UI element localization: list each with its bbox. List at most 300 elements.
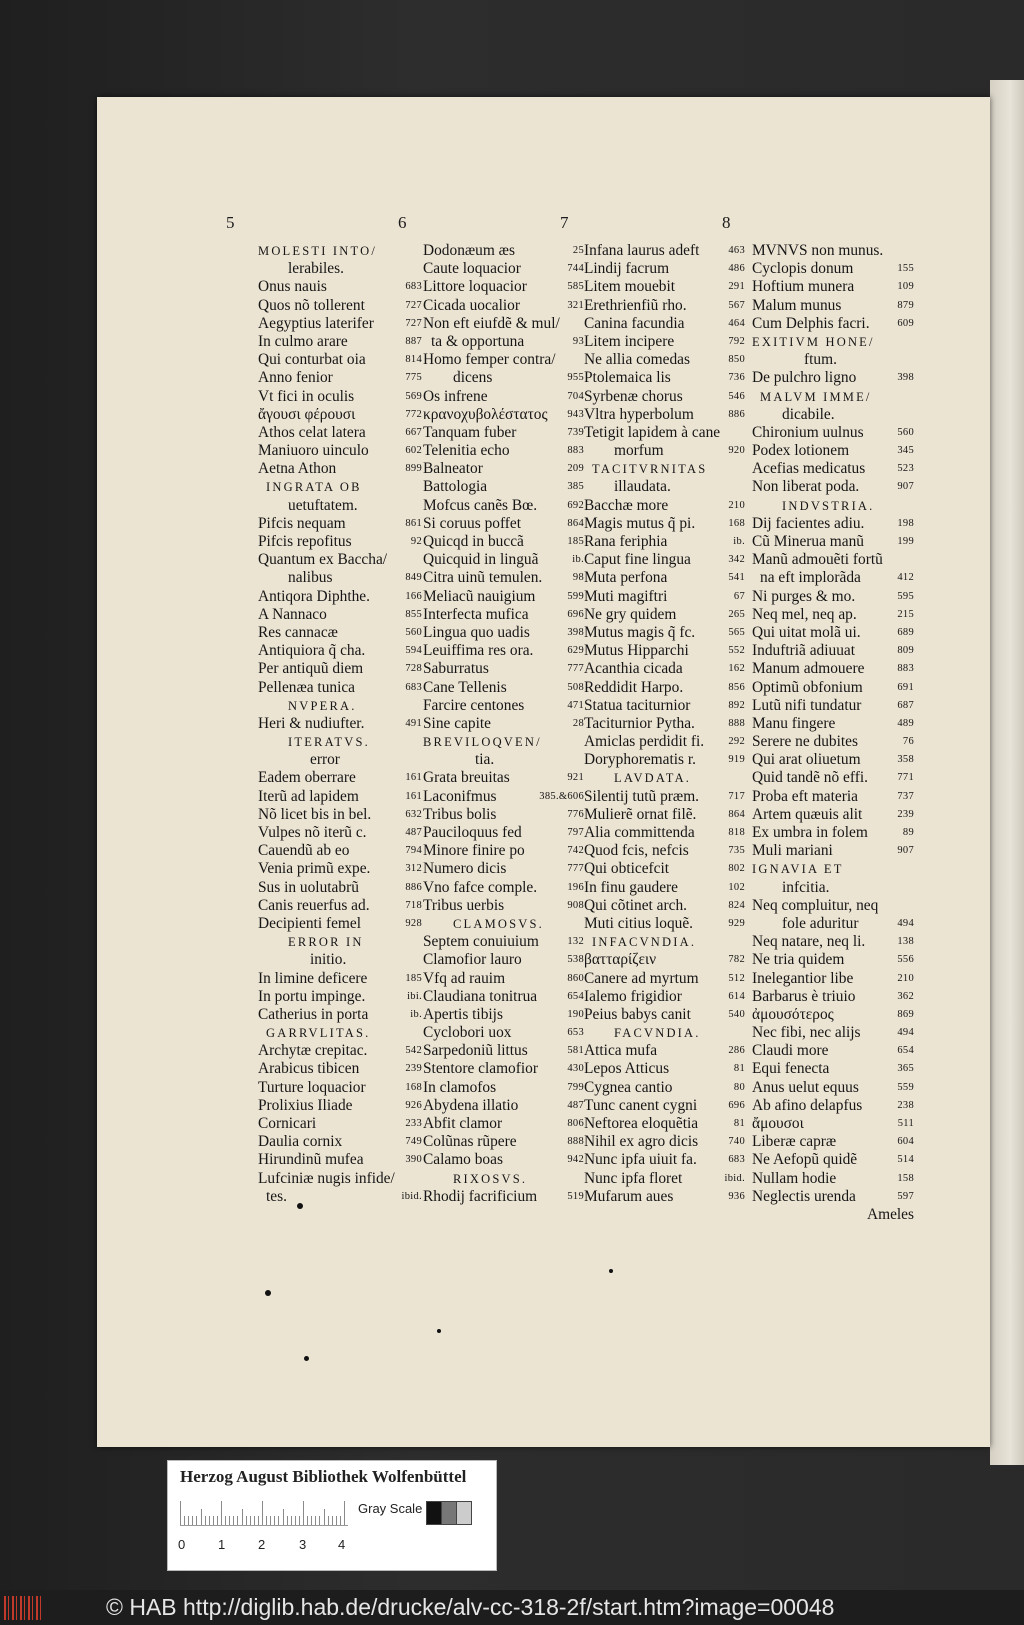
entry-page-number: 486 xyxy=(728,263,745,275)
index-entry xyxy=(258,569,422,587)
entry-text: Podex lotionem xyxy=(752,442,850,460)
ruler-tick xyxy=(229,1516,230,1525)
entry-page-number: 824 xyxy=(728,899,745,911)
entry-text: Reddidit Harpo. xyxy=(584,678,684,696)
index-entry xyxy=(752,988,914,1006)
entry-text: Induftriã adiuuat xyxy=(752,642,855,660)
ruler-tick xyxy=(307,1516,308,1525)
gray-scale-label: Gray Scale xyxy=(358,1501,423,1516)
entry-text: Litem incipere xyxy=(584,332,675,350)
index-entry xyxy=(423,497,584,515)
entry-page-number: 887 xyxy=(405,335,422,347)
entry-text: Taciturnior Pytha. xyxy=(584,714,695,732)
entry-text: Mutus magis q̃ fc. xyxy=(584,623,696,641)
index-heading xyxy=(584,933,745,951)
entry-page-number: 168 xyxy=(405,1081,422,1093)
index-entry xyxy=(258,679,422,697)
entry-page-number: 739 xyxy=(567,426,584,438)
entry-text: CLAMOSVS. xyxy=(453,916,544,931)
entry-page-number: 385.&606 xyxy=(539,790,584,802)
index-entry xyxy=(423,588,584,606)
entry-text: In culmo arare xyxy=(258,332,348,350)
entry-page-number: 365 xyxy=(897,1063,914,1075)
index-entry xyxy=(258,824,422,842)
entry-text: Vt fici in oculis xyxy=(258,387,355,405)
entry-text: Colũnas rũpere xyxy=(423,1133,517,1151)
ruler-tick xyxy=(205,1516,206,1525)
entry-text: Erethrienfiũ rho. xyxy=(584,296,687,314)
entry-text: Telenitia echo xyxy=(423,442,510,460)
entry-text: Ne tria quidem xyxy=(752,951,845,969)
entry-page-number: 689 xyxy=(897,626,914,638)
entry-page-number: 892 xyxy=(728,699,745,711)
entry-page-number: 430 xyxy=(567,1063,584,1075)
entry-text: Nunc ipfa floret xyxy=(584,1169,683,1187)
entry-page-number: 581 xyxy=(567,1045,584,1057)
index-entry xyxy=(258,1060,422,1078)
index-entry xyxy=(423,333,584,351)
entry-text: Littore loquacior xyxy=(423,278,527,296)
entry-page-number: 190 xyxy=(567,1008,584,1020)
entry-page-number: 541 xyxy=(728,572,745,584)
entry-page-number: 81 xyxy=(733,1063,745,1075)
index-entry xyxy=(423,533,584,551)
entry-text: Infana laurus adeft xyxy=(584,242,700,259)
index-entry xyxy=(752,315,914,333)
entry-page-number: 856 xyxy=(728,681,745,693)
entry-text: Prolixius Iliade xyxy=(258,1096,353,1114)
index-entry xyxy=(584,733,745,751)
index-entry xyxy=(752,842,914,860)
entry-text: Meliacũ nauigium xyxy=(423,587,536,605)
entry-text: GARRVLITAS. xyxy=(266,1026,371,1041)
index-entry xyxy=(752,715,914,733)
entry-text: Barbarus è triuio xyxy=(752,987,856,1005)
entry-page-number: 777 xyxy=(567,863,584,875)
entry-page-number: 943 xyxy=(567,408,584,420)
entry-text: Sine capite xyxy=(423,714,491,732)
ruler-tick xyxy=(291,1516,292,1525)
entry-page-number: 161 xyxy=(405,772,422,784)
index-entry xyxy=(752,1151,914,1169)
index-entry xyxy=(752,1042,914,1060)
entry-text: Attica mufa xyxy=(584,1042,658,1060)
ruler-tick xyxy=(254,1516,255,1525)
entry-text: Bacchæ more xyxy=(584,496,669,514)
entry-text: Claudi more xyxy=(752,1042,829,1060)
entry-text: Manum admouere xyxy=(752,660,865,678)
index-entry xyxy=(752,460,914,478)
index-entry xyxy=(423,551,584,569)
entry-text: tes. xyxy=(266,1187,287,1205)
index-entry xyxy=(584,333,745,351)
index-entry xyxy=(584,278,745,296)
entry-text: Canis reuerfus ad. xyxy=(258,896,370,914)
entry-text: Qui arat oliuetum xyxy=(752,751,861,769)
index-entry xyxy=(423,606,584,624)
entry-page-number: 692 xyxy=(567,499,584,511)
entry-text: Vulpes nõ iterũ c. xyxy=(258,824,367,841)
index-entry xyxy=(584,1079,745,1097)
entry-page-number: 398 xyxy=(567,626,584,638)
ruler-tick xyxy=(188,1516,189,1525)
index-entry xyxy=(423,788,584,806)
entry-page-number: 560 xyxy=(897,426,914,438)
entry-text: Laconifmus xyxy=(423,787,497,805)
entry-page-number: 312 xyxy=(405,863,422,875)
entry-text: Muli mariani xyxy=(752,842,833,860)
entry-text: MALVM IMME/ xyxy=(760,389,872,404)
index-heading xyxy=(584,1024,745,1042)
entry-page-number: 861 xyxy=(405,517,422,529)
index-entry xyxy=(423,1060,584,1078)
index-entry xyxy=(584,970,745,988)
entry-text: BREVILOQVEN/ xyxy=(423,735,542,750)
entry-page-number: 683 xyxy=(728,1154,745,1166)
index-entry xyxy=(584,242,745,260)
ink-speck xyxy=(297,1203,303,1209)
index-entry xyxy=(584,569,745,587)
entry-text: Ne Aefopũ quidẽ xyxy=(752,1151,858,1169)
index-entry xyxy=(423,388,584,406)
entry-page-number: 654 xyxy=(567,990,584,1002)
index-entry xyxy=(423,1188,584,1206)
entry-page-number: 67 xyxy=(733,590,745,602)
entry-text: Muti citius loquẽ. xyxy=(584,914,694,932)
entry-text: MVNVS non munus. xyxy=(752,242,884,259)
index-heading xyxy=(584,460,745,478)
entry-page-number: ib. xyxy=(572,554,584,566)
index-entry xyxy=(258,1188,422,1206)
entry-text: Farcire centones xyxy=(423,696,525,714)
entry-page-number: 799 xyxy=(567,1081,584,1093)
ruler-tick xyxy=(299,1516,300,1525)
entry-text: Ne allia comedas xyxy=(584,351,690,369)
entry-page-number: 849 xyxy=(405,572,422,584)
index-entry xyxy=(258,879,422,897)
index-entry xyxy=(258,715,422,733)
entry-page-number: 464 xyxy=(728,317,745,329)
entry-page-number: 81 xyxy=(733,1118,745,1129)
index-entry xyxy=(584,406,745,424)
entry-page-number: 595 xyxy=(897,590,914,602)
entry-page-number: 385 xyxy=(567,481,584,493)
index-entry xyxy=(752,879,914,897)
entry-page-number: 735 xyxy=(728,845,745,857)
entry-text: Neq natare, neq li. xyxy=(752,933,866,951)
entry-text: In finu gaudere xyxy=(584,878,679,896)
entry-text: morfum xyxy=(614,442,664,460)
entry-text: Proba eft materia xyxy=(752,787,858,805)
library-name: Herzog August Bibliothek Wolfenbüttel xyxy=(180,1467,467,1486)
ruler-tick xyxy=(340,1516,341,1525)
entry-page-number: 594 xyxy=(405,645,422,657)
entry-text: Cũ Minerua manũ xyxy=(752,533,864,550)
adjacent-page-edge xyxy=(990,80,1024,1465)
entry-page-number: 869 xyxy=(897,1008,914,1020)
entry-text: Tunc canent cygni xyxy=(584,1096,698,1114)
entry-text: Venia primũ expe. xyxy=(258,860,371,878)
index-entry xyxy=(584,315,745,333)
entry-text: Acefias medicatus xyxy=(752,460,866,478)
index-entry xyxy=(584,951,745,969)
entry-page-number: 161 xyxy=(405,790,422,802)
entry-page-number: 809 xyxy=(897,645,914,657)
entry-page-number: 727 xyxy=(405,299,422,311)
scale-number: 4 xyxy=(338,1537,346,1552)
entry-text: Onus nauis xyxy=(258,278,327,296)
entry-page-number: 632 xyxy=(405,808,422,820)
entry-page-number: 342 xyxy=(728,554,745,566)
index-entry xyxy=(584,497,745,515)
index-entry xyxy=(752,569,914,587)
entry-text: Lepos Atticus xyxy=(584,1060,670,1078)
index-heading xyxy=(752,388,914,406)
entry-text: Anus uelut equus xyxy=(752,1078,859,1096)
entry-text: Quid tandẽ nõ effi. xyxy=(752,769,868,787)
index-entry xyxy=(584,1097,745,1115)
ruler-tick xyxy=(332,1516,333,1525)
gray-swatch-dark xyxy=(426,1501,442,1525)
entry-text: κρανοχυβολέστατος xyxy=(423,405,548,423)
entry-page-number: 198 xyxy=(897,517,914,529)
index-entry xyxy=(258,806,422,824)
index-heading xyxy=(258,733,422,751)
entry-page-number: 519 xyxy=(567,1190,584,1202)
entry-text: Hoftium munera xyxy=(752,278,855,296)
index-entry xyxy=(423,369,584,387)
entry-page-number: 512 xyxy=(728,972,745,984)
entry-page-number: 567 xyxy=(728,299,745,311)
entry-text: Aegyptius laterifer xyxy=(258,314,374,332)
index-entry xyxy=(584,988,745,1006)
entry-page-number: 398 xyxy=(897,372,914,384)
entry-text: Lufciniæ nugis infide/ xyxy=(258,1169,395,1187)
index-entry xyxy=(584,297,745,315)
entry-text: Clamofior lauro xyxy=(423,951,522,969)
index-entry xyxy=(584,806,745,824)
index-entry xyxy=(752,260,914,278)
entry-page-number: 76 xyxy=(902,736,914,748)
entry-text: Abfit clamor xyxy=(423,1115,503,1132)
index-entry xyxy=(752,806,914,824)
index-entry xyxy=(423,478,584,496)
entry-page-number: 771 xyxy=(897,772,914,784)
entry-text: Ni purges & mo. xyxy=(752,587,856,605)
entry-text: Manu fingere xyxy=(752,714,836,732)
entry-text: Neq mel, neq ap. xyxy=(752,605,857,623)
index-entry xyxy=(752,733,914,751)
entry-text: Battologia xyxy=(423,478,488,496)
index-entry xyxy=(584,642,745,660)
entry-text: Cyclopis donum xyxy=(752,260,854,278)
entry-text: Doryphorematis r. xyxy=(584,751,696,769)
index-entry xyxy=(752,1206,914,1224)
entry-text: Pellenæa tunica xyxy=(258,678,356,696)
ruler-tick xyxy=(180,1501,181,1525)
entry-text: Mulierẽ ornat filẽ. xyxy=(584,805,697,823)
index-entry xyxy=(752,824,914,842)
entry-text: Anno fenior xyxy=(258,369,333,387)
entry-page-number: 782 xyxy=(728,954,745,966)
index-entry xyxy=(258,278,422,296)
index-entry xyxy=(258,260,422,278)
entry-page-number: 879 xyxy=(897,299,914,311)
index-entry xyxy=(423,1133,584,1151)
index-entry xyxy=(423,1024,584,1042)
index-entry xyxy=(584,897,745,915)
entry-page-number: 864 xyxy=(567,517,584,529)
index-entry xyxy=(258,369,422,387)
ruler-tick xyxy=(201,1509,202,1525)
ruler-tick xyxy=(192,1516,193,1525)
entry-page-number: 508 xyxy=(567,681,584,693)
entry-text: Pifcis nequam xyxy=(258,514,346,532)
entry-text: Saburratus xyxy=(423,660,489,678)
ruler-tick xyxy=(258,1516,259,1525)
index-entry xyxy=(752,1060,914,1078)
entry-page-number: 162 xyxy=(728,663,745,675)
index-column xyxy=(423,242,584,1206)
entry-text: EXITIVM HONE/ xyxy=(752,334,875,349)
entry-page-number: 818 xyxy=(728,827,745,838)
index-entry xyxy=(423,751,584,769)
entry-text: Minore finire po xyxy=(423,842,525,860)
index-entry xyxy=(584,1042,745,1060)
entry-text: Ex umbra in folem xyxy=(752,824,868,841)
entry-text: Tetigit lapidem à cane xyxy=(584,423,721,441)
entry-page-number: 155 xyxy=(897,263,914,275)
index-entry xyxy=(752,660,914,678)
entry-text: ἄγουσι φέρουσι xyxy=(258,405,356,423)
entry-text: Peius babys canit xyxy=(584,1005,691,1023)
entry-page-number: 390 xyxy=(405,1154,422,1166)
entry-text: Quod fcis, nefcis xyxy=(584,842,689,860)
entry-page-number: 552 xyxy=(728,645,745,657)
entry-page-number: 736 xyxy=(728,372,745,384)
entry-text: ta & opportuna xyxy=(431,332,525,350)
entry-page-number: 233 xyxy=(405,1118,422,1129)
entry-text: Dodonæum æs xyxy=(423,242,515,259)
ruler-tick xyxy=(270,1516,271,1525)
entry-page-number: 286 xyxy=(728,1045,745,1057)
index-entry xyxy=(423,624,584,642)
entry-text: Qui uitat molã ui. xyxy=(752,623,861,641)
library-color-tag xyxy=(167,1460,497,1571)
index-heading xyxy=(423,915,584,933)
index-entry xyxy=(584,879,745,897)
entry-text: De pulchro ligno xyxy=(752,369,857,387)
index-entry xyxy=(423,860,584,878)
ruler-tick xyxy=(266,1516,267,1525)
entry-text: initio. xyxy=(310,951,347,969)
index-entry xyxy=(423,260,584,278)
entry-page-number: 687 xyxy=(897,699,914,711)
ruler-tick xyxy=(262,1501,263,1525)
entry-page-number: 93 xyxy=(572,335,584,347)
entry-text: NVPERA. xyxy=(288,698,357,713)
ruler-tick xyxy=(246,1516,247,1525)
entry-text: dicens xyxy=(453,369,493,387)
entry-page-number: 653 xyxy=(567,1027,584,1039)
ruler-tick xyxy=(184,1516,185,1525)
entry-page-number: 886 xyxy=(728,408,745,420)
index-entry xyxy=(258,406,422,424)
index-entry xyxy=(258,897,422,915)
entry-text: Nullam hodie xyxy=(752,1169,837,1187)
index-entry xyxy=(752,406,914,424)
entry-page-number: 109 xyxy=(897,281,914,293)
index-entry xyxy=(584,1170,745,1188)
index-entry xyxy=(423,1115,584,1133)
entry-text: Non eft eiufdẽ & mul/ xyxy=(423,314,560,332)
entry-text: fole aduritur xyxy=(782,914,859,932)
entry-text: Quantum ex Baccha/ xyxy=(258,551,388,569)
entry-text: Apertis tibijs xyxy=(423,1005,503,1023)
entry-page-number: 696 xyxy=(567,608,584,620)
index-entry xyxy=(423,278,584,296)
index-entry xyxy=(258,297,422,315)
entry-page-number: ib. xyxy=(410,1008,422,1020)
index-entry xyxy=(752,697,914,715)
ruler-tick xyxy=(225,1516,226,1525)
index-entry xyxy=(584,369,745,387)
index-entry xyxy=(752,897,914,915)
index-entry xyxy=(423,879,584,897)
entry-page-number: 463 xyxy=(728,245,745,256)
index-entry xyxy=(258,842,422,860)
entry-text: Tribus bolis xyxy=(423,805,497,823)
entry-text: In portu impinge. xyxy=(258,987,366,1005)
entry-page-number: 908 xyxy=(567,899,584,911)
ruler-tick xyxy=(324,1509,325,1525)
index-entry xyxy=(258,388,422,406)
entry-text: Daulia cornix xyxy=(258,1133,343,1151)
ruler-tick xyxy=(328,1516,329,1525)
index-entry xyxy=(258,1133,422,1151)
entry-page-number: 864 xyxy=(728,808,745,820)
entry-page-number: 511 xyxy=(897,1118,914,1129)
entry-text: Litem mouebit xyxy=(584,278,676,296)
entry-text: In clamofos xyxy=(423,1078,497,1096)
entry-text: Alia committenda xyxy=(584,824,695,841)
index-entry xyxy=(584,660,745,678)
entry-text: Cyclobori uox xyxy=(423,1024,512,1042)
entry-page-number: 98 xyxy=(572,572,584,584)
index-entry xyxy=(752,751,914,769)
entry-page-number: 792 xyxy=(728,335,745,347)
entry-page-number: 776 xyxy=(567,808,584,820)
entry-text: INDVSTRIA. xyxy=(782,498,875,513)
index-heading xyxy=(423,733,584,751)
entry-text: Rhodij facrificium xyxy=(423,1187,538,1205)
index-entry xyxy=(423,1042,584,1060)
entry-text: Neglectis urenda xyxy=(752,1187,856,1205)
index-entry xyxy=(584,351,745,369)
index-entry xyxy=(258,660,422,678)
ruler-tick xyxy=(242,1509,243,1525)
index-entry xyxy=(423,769,584,787)
entry-page-number: 683 xyxy=(405,681,422,693)
entry-page-number: 158 xyxy=(897,1172,914,1184)
entry-text: Cane Tellenis xyxy=(423,678,507,696)
entry-page-number: 919 xyxy=(728,754,745,766)
entry-text: error xyxy=(310,751,340,769)
footer-copyright-url[interactable]: © HAB http://diglib.hab.de/drucke/alv-cc-318-2f/start.htm?image=00048 xyxy=(106,1594,835,1620)
index-entry xyxy=(258,442,422,460)
entry-text: ἄμουσοι xyxy=(752,1115,804,1132)
index-entry xyxy=(423,970,584,988)
